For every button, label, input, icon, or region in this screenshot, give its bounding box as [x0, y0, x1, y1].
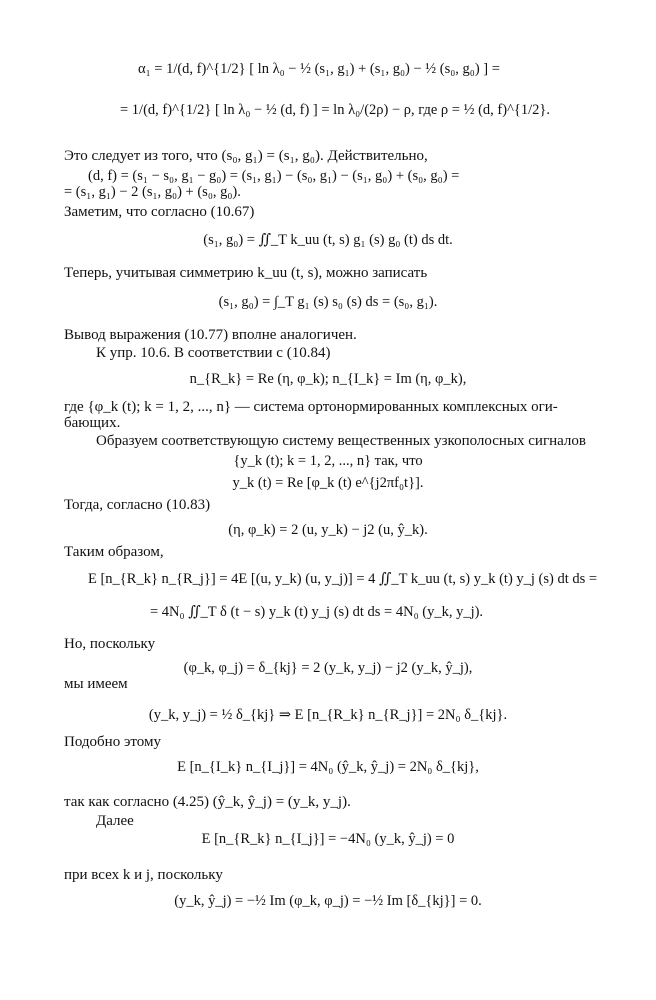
exercise-heading: К упр. 10.6. В соответствии с (10.84): [96, 345, 331, 361]
equation-d-f-line1: (d, f) = (s₁ − s₀, g₁ − g₀) = (s₁, g₁) − (s₀, g₁) − (s₁, g₀) + (s₀, g₀) =: [88, 168, 460, 184]
equation-E-nR-line1: E [n_{R_k} n_{R_j}] = 4E [(u, y_k) (u, y_j)] = 4 ∬_T k_uu (t, s) y_k (t) y_j (s) dt ds =: [88, 571, 598, 587]
equation-yk-yj-delta: (y_k, y_j) = ½ δ_{kj} ⇒ E [n_{R_k} n_{R_j}] = 2N₀ δ_{kj}.: [148, 707, 508, 723]
equation-nR-nI: n_{R_k} = Re (η, φ_k); n_{I_k} = Im (η, φ_k),: [189, 371, 467, 387]
text-line: мы имеем: [64, 676, 128, 692]
text-line: Вывод выражения (10.77) вполне аналогичен.: [64, 327, 357, 343]
text-line: Подобно этому: [64, 734, 161, 750]
text-line: Тогда, согласно (10.83): [64, 497, 211, 513]
text-line: бающих.: [64, 415, 121, 431]
text-line: где {φ_k (t); k = 1, 2, ..., n} — система ортонормированных комплексных оги-: [64, 399, 558, 415]
equation-E-nR-line2: = 4N₀ ∬_T δ (t − s) y_k (t) y_j (s) dt ds = 4N₀ (y_k, y_j).: [150, 604, 484, 620]
equation-s1-g0-symmetry: (s₁, g₀) = ∫_T g₁ (s) s₀ (s) ds = (s₀, g₁).: [218, 294, 438, 310]
text-line: Это следует из того, что (s₀, g₁) = (s₁, g₀). Действительно,: [64, 148, 428, 164]
equation-E-nI: E [n_{I_k} n_{I_j}] = 4N₀ (ŷ_k, ŷ_j) = 2N₀ δ_{kj},: [177, 759, 479, 775]
equation-eta-phi: (η, φ_k) = 2 (u, y_k) − j2 (u, ŷ_k).: [228, 522, 428, 538]
equation-E-nR-nI: E [n_{R_k} n_{I_j}] = −4N₀ (y_k, ŷ_j) = 0: [201, 831, 455, 847]
text-line: так как согласно (4.25) (ŷ_k, ŷ_j) = (y_k, y_j).: [64, 794, 351, 810]
equation-yk-definition: y_k (t) = Re [φ_k (t) e^{j2πf₀t}].: [232, 475, 424, 491]
equation-d-f-line2: = (s₁, g₁) − 2 (s₁, g₀) + (s₀, g₀).: [64, 184, 241, 200]
text-line: Таким образом,: [64, 544, 164, 560]
text-line: Заметим, что согласно (10.67): [64, 204, 255, 220]
equation-yk-system: {y_k (t); k = 1, 2, ..., n} так, что: [233, 453, 423, 469]
text-line: Образуем соответствующую систему вещественных узкополосных сигналов: [96, 433, 586, 449]
equation-s1-g0-double-integral: (s₁, g₀) = ∬_T k_uu (t, s) g₁ (s) g₀ (t) ds dt.: [203, 232, 453, 248]
equation-alpha1-line1: α₁ = 1/(d, f)^{1/2} [ ln λ₀ − ½ (s₁, g₁) + (s₁, g₀) − ½ (s₀, g₀) ] =: [138, 61, 500, 77]
text-line: Далее: [96, 813, 134, 829]
equation-alpha1-line2: = 1/(d, f)^{1/2} [ ln λ₀ − ½ (d, f) ] = ln λ₀/(2ρ) − ρ, где ρ = ½ (d, f)^{1/2}.: [120, 102, 550, 118]
text-line: при всех k и j, поскольку: [64, 867, 223, 883]
equation-yk-yj-hat-zero: (y_k, ŷ_j) = −½ Im (φ_k, φ_j) = −½ Im [δ_{kj}] = 0.: [174, 893, 482, 909]
text-line: Но, поскольку: [64, 636, 156, 652]
text-line: Теперь, учитывая симметрию k_uu (t, s), можно записать: [64, 265, 428, 281]
equation-phi-orthonormal: (φ_k, φ_j) = δ_{kj} = 2 (y_k, y_j) − j2 (y_k, ŷ_j),: [183, 660, 473, 676]
